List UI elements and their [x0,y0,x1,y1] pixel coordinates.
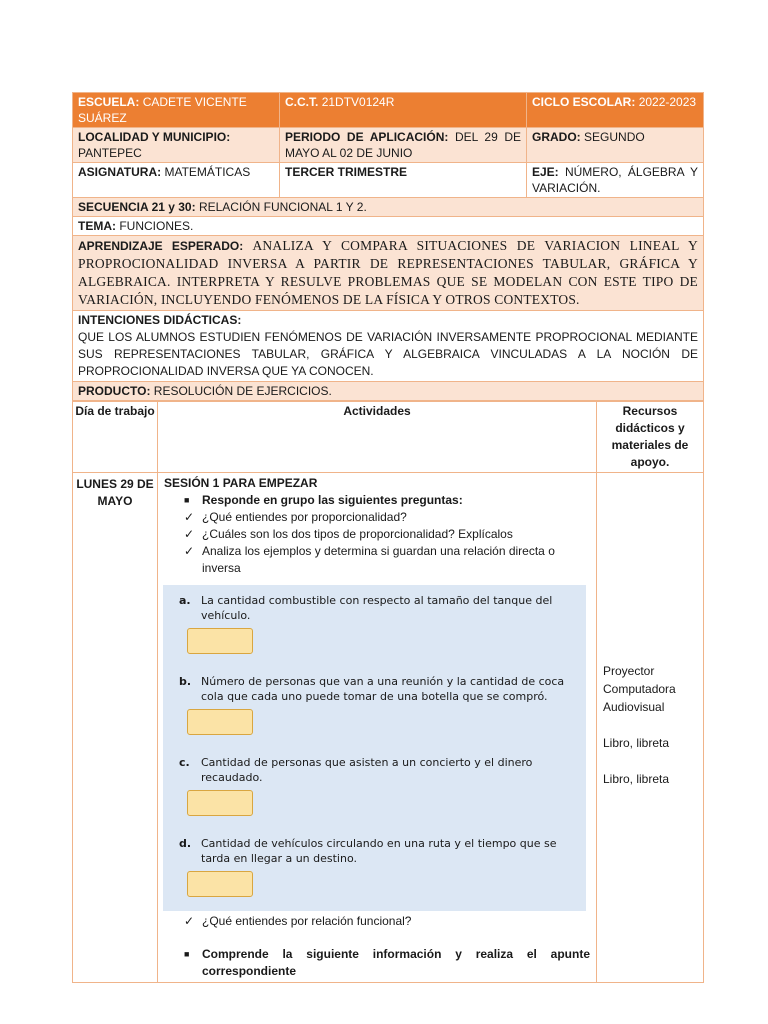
question-item: a. La cantidad combustible con respecto al tamaño del tanque del vehículo. [179,593,570,654]
tema-row [73,217,704,236]
eje-cell: EJE: NÚMERO, ÁLGEBRA Y VARIACIÓN. [527,163,704,198]
localidad-cell: LOCALIDAD Y MUNICIPIO: PANTEPEC [73,128,280,163]
resource-item: Libro, libreta [603,772,670,786]
square-bullet-icon: ■ [184,495,190,505]
session-title: SESIÓN 1 PARA EMPEZAR [164,476,318,490]
activity-row [73,473,704,983]
tema-cell: TEMA: FUNCIONES. [73,217,704,236]
escuela-cell: ESCUELA: CADETE VICENTE SUÁREZ [73,93,280,128]
question-item: b. Número de personas que van a una reunión y la cantidad de coca cola que cada uno puede tomar de una botella que se compró. [179,674,570,735]
check-item: ✓ Analiza los ejemplos y determina si guardan una relación directa o inversa [184,544,555,575]
day-cell: LUNES 29 DE MAYO [73,473,158,983]
intenciones-row [73,311,704,382]
check-item: ✓ ¿Cuáles son los dos tipos de proporcionalidad? Explícalos [184,527,513,541]
resource-item: Audiovisual [603,700,665,714]
lesson-plan [72,92,703,983]
ciclo-cell: CICLO ESCOLAR: 2022-2023 [527,93,704,128]
cct-cell: C.C.T. 21DTV0124R [280,93,527,128]
exercise-box [163,585,586,911]
question-item: c. Cantidad de personas que asisten a un concierto y el dinero recaudado. [179,755,570,816]
secuencia-row [73,198,704,217]
periodo-cell: PERIODO DE APLICACIÓN: DEL 29 DE MAYO AL 02 DE JUNIO [280,128,527,163]
intenciones-cell: INTENCIONES DIDÁCTICAS: QUE LOS ALUMNOS ESTUDIEN FENÓMENOS DE VARIACIÓN INVERSAMENTE PROPROCIONAL MEDIANTE SUS REPRESENTACIONES TABULAR, GRÁFICA Y ALGEBRAICA VINCULADAS A LA NOCIÓN DE PROPROCIONALIDAD INVERSA QUE YA CONOCEN. [73,311,704,382]
check-mark-icon: ✓ [184,914,195,928]
localidad-row [73,128,704,163]
bullet-item: ■ Responde en grupo las siguientes preguntas: [184,493,463,507]
answer-box[interactable] [187,871,253,897]
resource-item [603,717,697,735]
activities-header-row [73,402,704,473]
square-bullet-icon: ■ [184,949,190,959]
check-item: ✓ ¿Qué entiendes por proporcionalidad? [184,510,407,524]
asignatura-cell: ASIGNATURA: MATEMÁTICAS [73,163,280,198]
answer-box[interactable] [187,628,253,654]
activities-cell [158,473,597,983]
col-resources-header: Recursos didácticos y materiales de apoyo. [597,402,704,473]
check-mark-icon: ✓ [184,544,195,558]
check-item: ✓ ¿Qué entiendes por relación funcional? [184,914,412,928]
trimestre-cell: TERCER TRIMESTRE [280,163,527,198]
aprendizaje-row [73,236,704,311]
activities-table [72,401,704,983]
resource-item: Libro, libreta [603,736,670,750]
resource-item: Computadora [603,682,676,696]
info-table [72,92,704,401]
bullet-item: ■ Comprende la siguiente información y realiza el apunte correspondiente [184,947,590,978]
question-item: d. Cantidad de vehículos circulando en una ruta y el tiempo que se tarda en llegar a un destino. [179,836,570,897]
grado-cell: GRADO: SEGUNDO [527,128,704,163]
secuencia-cell: SECUENCIA 21 y 30: RELACIÓN FUNCIONAL 1 Y 2. [73,198,704,217]
answer-box[interactable] [187,790,253,816]
producto-row [73,382,704,401]
asignatura-row [73,163,704,198]
check-mark-icon: ✓ [184,527,195,541]
resource-item: Proyector [603,664,655,678]
answer-box[interactable] [187,709,253,735]
header-row [73,93,704,128]
resources-cell [597,473,704,983]
check-mark-icon: ✓ [184,510,195,524]
producto-cell: PRODUCTO: RESOLUCIÓN DE EJERCICIOS. [73,382,704,401]
aprendizaje-cell: APRENDIZAJE ESPERADO: ANALIZA Y COMPARA SITUACIONES DE VARIACION LINEAL Y PROPROCIONALIDAD INVERSA A PARTIR DE REPRESENTACIONES TABULAR, GRÁFICA Y ALGEBRAICA. INTERPRETA Y RESULVE PROBLEMAS QUE SE MODELAN CON ESTE TIPO DE VARIACIÓN, INCLUYENDO FENÓMENOS DE LA FÍSICA Y OTROS CONTEXTOS. [73,236,704,311]
resource-item [603,753,697,771]
col-day-header: Día de trabajo [73,402,158,473]
col-activities-header: Actividades [158,402,597,473]
